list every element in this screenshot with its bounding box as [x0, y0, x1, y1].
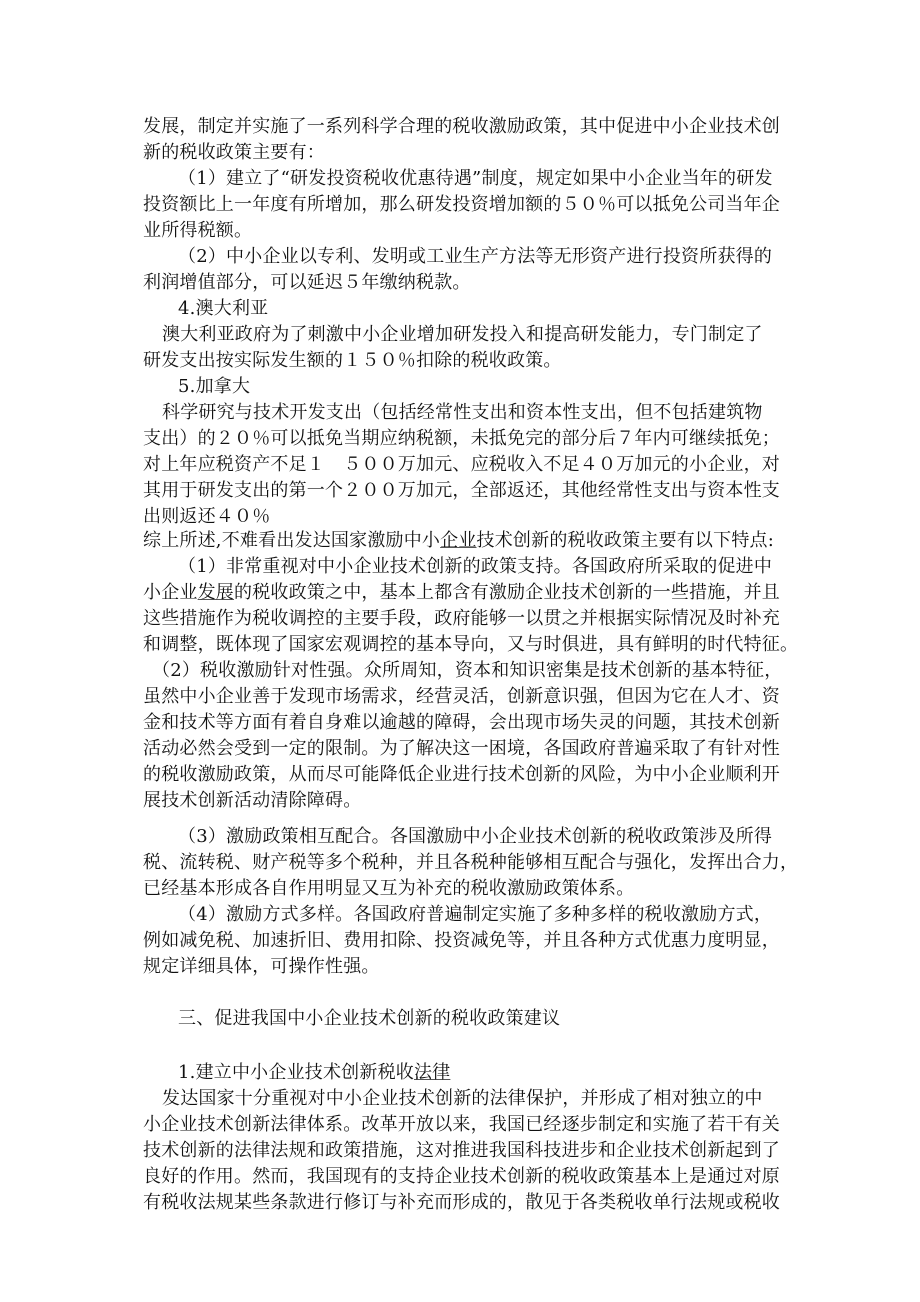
text-line: 科学研究与技术开发支出（包括经常性支出和资本性支出，但不包括建筑物 — [162, 402, 763, 423]
text-line: 已经基本形成各自作用明显又互为补充的税收激励政策体系。 — [143, 878, 635, 899]
text-line: 小企业技术创新法律体系。改革开放以来，我国已经逐步制定和实施了若干有关 — [143, 1114, 780, 1135]
text-line: （1）建立了“研发投资税收优惠待遇”制度，规定如果中小企业当年的研发 — [178, 168, 773, 189]
text-line: 这些措施作为税收调控的主要手段，政府能够一以贯之并根据实际情况及时补充 — [143, 608, 780, 629]
text-line: 业所得税额。 — [143, 220, 253, 241]
subsection-heading — [178, 1060, 450, 1086]
text-segment: 综上所述,不难看出发达国家激励中小 — [143, 530, 441, 551]
text-line: 良好的作用。然而，我国现有的支持企业技术创新的税收政策基本上是通过对原 — [143, 1166, 780, 1187]
text-line — [143, 580, 780, 606]
section-heading: 4.澳大利亚 — [178, 298, 269, 319]
text-line: 出则返还４０％ — [143, 506, 271, 527]
link-law[interactable]: 法律 — [413, 1062, 451, 1083]
text-line — [143, 528, 774, 554]
text-line: 对上年应税资产不足１ ５００万加元、应税收入不足４０万加元的小企业，对 — [143, 454, 780, 475]
text-line: 例如减免税、加速折旧、费用扣除、投资减免等，并且各种方式优惠力度明显， — [143, 930, 780, 951]
text-line: 税、流转税、财产税等多个税种，并且各税种能够相互配合与强化，发挥出合力， — [143, 852, 799, 873]
text-line: 技术创新的法律法规和政策措施，这对推进我国科技进步和企业技术创新起到了 — [143, 1140, 780, 1161]
text-line: （1）非常重视对中小企业技术创新的政策支持。各国政府所采取的促进中 — [178, 556, 773, 577]
text-line: 金和技术等方面有着自身难以逾越的障碍，会出现市场失灵的问题，其技术创新 — [143, 712, 780, 733]
text-line: （2）中小企业以专利、发明或工业生产方法等无形资产进行投资所获得的 — [178, 246, 773, 267]
text-line: 研发支出按实际发生额的１５０％扣除的税收政策。 — [143, 350, 562, 371]
section-heading: 5.加拿大 — [178, 376, 251, 397]
text-line: （3）激励政策相互配合。各国激励中小企业技术创新的税收政策涉及所得 — [178, 826, 773, 847]
section-heading: 三、促进我国中小企业技术创新的税收政策建议 — [178, 1008, 561, 1029]
text-line: 利润增值部分，可以延迟５年缴纳税款。 — [143, 272, 471, 293]
text-segment: 技术创新的税收政策主要有以下特点: — [476, 530, 774, 551]
link-development[interactable]: 发展 — [197, 582, 235, 603]
text-line: 活动必然会受到一定的限制。为了解决这一困境，各国政府普遍采取了有针对性 — [143, 738, 780, 759]
text-line: 支出）的２０％可以抵免当期应纳税额，未抵免完的部分后７年内可继续抵免； — [143, 428, 780, 449]
text-line: （4）激励方式多样。各国政府普遍制定实施了多种多样的税收激励方式， — [178, 904, 773, 925]
text-line: 新的税收政策主要有： — [143, 142, 325, 163]
text-line: 其用于研发支出的第一个２００万加元，全部返还，其他经常性支出与资本性支 — [143, 480, 780, 501]
text-line: 投资额比上一年度有所增加，那么研发投资增加额的５０％可以抵免公司当年企 — [143, 194, 780, 215]
text-line: 有税收法规某些条款进行修订与补充而形成的，散见于各类税收单行法规或税收 — [143, 1192, 780, 1213]
text-segment: 小企业 — [143, 582, 198, 603]
text-line: 的税收激励政策，从而尽可能降低企业进行技术创新的风险，为中小企业顺利开 — [143, 764, 780, 785]
link-enterprise[interactable]: 企业 — [440, 530, 477, 551]
text-line: 发展，制定并实施了一系列科学合理的税收激励政策，其中促进中小企业技术创 — [143, 116, 780, 137]
text-line: 澳大利亚政府为了刺激中小企业增加研发投入和提高研发能力，专门制定了 — [162, 324, 763, 345]
text-line: （2）税收激励针对性强。众所周知，资本和知识密集是技术创新的基本特征， — [152, 660, 783, 681]
text-line: 规定详细具体，可操作性强。 — [143, 956, 380, 977]
text-line: 发达国家十分重视对中小企业技术创新的法律保护，并形成了相对独立的中 — [162, 1088, 763, 1109]
text-line: 展技术创新活动清除障碍。 — [143, 790, 362, 811]
text-line: 和调整，既体现了国家宏观调控的基本导向，又与时俱进，具有鲜明的时代特征。 — [143, 634, 799, 655]
text-segment: 1.建立中小企业技术创新税收 — [178, 1062, 414, 1083]
text-segment: 的税收政策之中，基本上都含有激励企业技术创新的一些措施，并且 — [234, 582, 781, 603]
text-line: 虽然中小企业善于发现市场需求，经营灵活，创新意识强，但因为它在人才、资 — [143, 686, 780, 707]
